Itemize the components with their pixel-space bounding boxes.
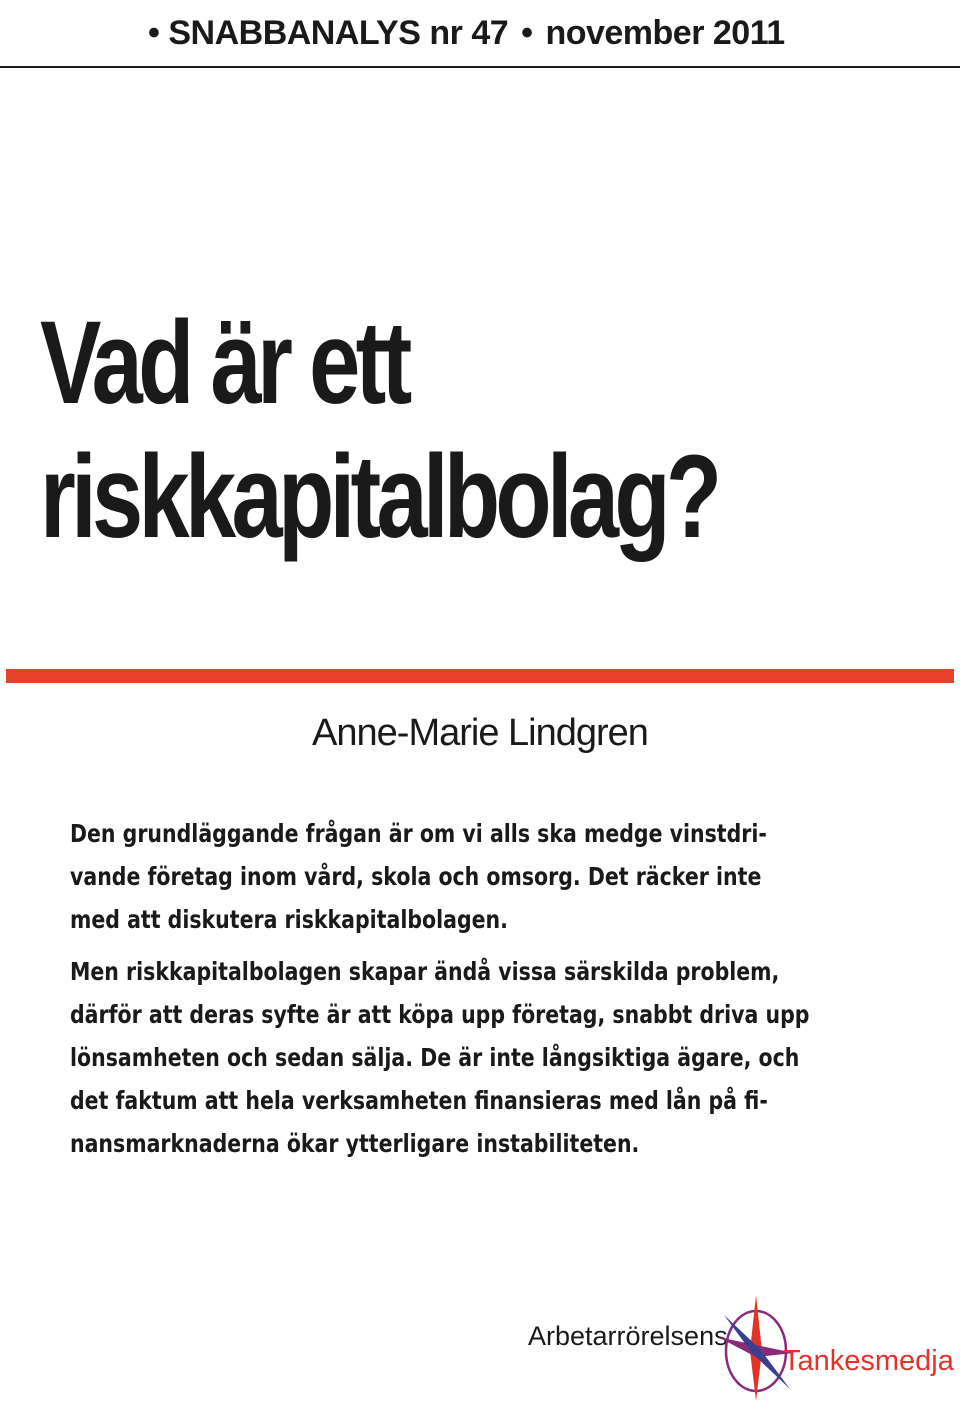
header-text [148,14,785,53]
body-paragraph [70,950,947,1165]
page-title [40,296,717,564]
body-line: nansmarknaderna ökar ytterligare instabiliteten. [70,1129,640,1158]
lead-line: vande företag inom vård, skola och omsorg. Det räcker inte [70,862,762,891]
accent-rule [6,669,954,683]
header-date: november 2011 [545,14,785,52]
lead-paragraph [70,812,898,941]
lead-line: Den grundläggande frågan är om vi alls ska medge vinstdri- [70,819,767,848]
publisher-logo [520,1283,954,1403]
title-line-2: riskkapitalbolag? [40,431,718,563]
header-bullet-2: • [521,14,533,52]
author-name: Anne-Marie Lindgren [312,712,648,754]
title-line-1: Vad är ett [40,297,408,429]
header-bar [0,0,960,68]
body-line: Men riskkapitalbolagen skapar ändå vissa särskilda problem, [70,957,780,986]
lead-line: med att diskutera riskkapitalbolagen. [70,905,508,934]
logo-line-1: Arbetarrörelsens [528,1321,728,1351]
header-bullet: • [148,14,160,52]
logo-line-2: Tankesmedja [783,1345,954,1377]
header-series: SNABBANALYS [168,14,421,52]
body-line: därför att deras syfte är att köpa upp företag, snabbt driva upp [70,1000,810,1029]
body-line: det faktum att hela verksamheten finansieras med lån på fi- [70,1086,768,1115]
body-line: lönsamheten och sedan sälja. De är inte långsiktiga ägare, och [70,1043,800,1072]
header-issue: nr 47 [429,14,509,52]
